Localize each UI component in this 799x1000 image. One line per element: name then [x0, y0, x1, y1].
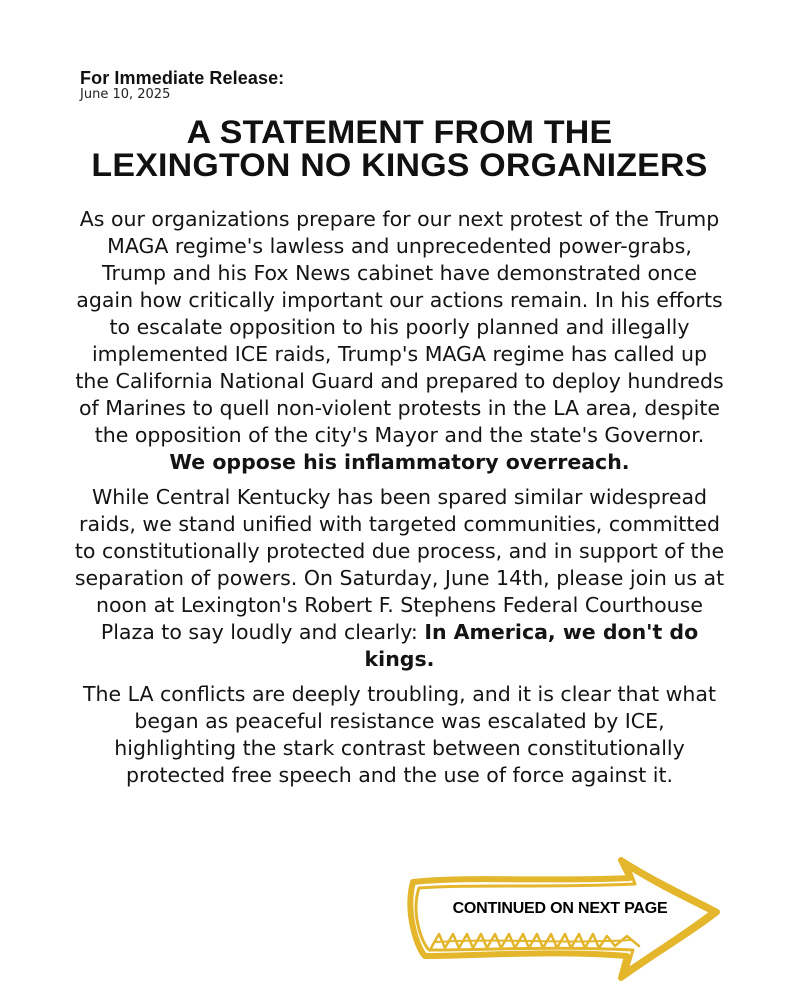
- page-title: [18, 116, 780, 182]
- release-label: For Immediate Release:: [80, 68, 285, 88]
- paragraph-1-bold: We oppose his inflammatory overreach.: [169, 450, 630, 474]
- release-header: [80, 68, 284, 102]
- paragraph-3: [74, 681, 725, 789]
- paragraph-1-text: As our organizations prepare for our next protest of the Trump MAGA regime's lawless and unprecedented power-grabs, Trump and his Fox News cabinet have demonstrated once again how critically important our actions remain. In his efforts to escalate opposition to his poorly planned and illegally implemented ICE raids, Trump's MAGA regime has called up the California National Guard and prepared to deploy hundreds of Marines to quell non-violent protests in the LA area, despite the opposition of the city's Mayor and the state's Governor.: [75, 207, 724, 447]
- statement-body: [74, 206, 725, 797]
- continued-label[interactable]: CONTINUED ON NEXT PAGE: [452, 900, 668, 917]
- paragraph-2-bold: In America, we don't do kings.: [364, 620, 699, 671]
- paragraph-1: [74, 206, 725, 476]
- sketch-arrow-icon: [395, 852, 725, 992]
- title-line-2: LEXINGTON NO KINGS ORGANIZERS: [91, 147, 708, 183]
- paragraph-3-text: The LA conflicts are deeply troubling, and it is clear that what began as peaceful resistance was escalated by ICE, highlighting the stark contrast between constitutionally protected free speech and the use of force against it.: [82, 682, 717, 787]
- paragraph-2-text: While Central Kentucky has been spared similar widespread raids, we stand unified with targeted communities, committed to constitutionally protected due process, and in support of the separation of powers. On Saturday, June 14th, please join us at noon at Lexington's Robert F. Stephens Federal Courthouse Plaza to say loudly and clearly:: [74, 485, 725, 644]
- title-line-1: A STATEMENT FROM THE: [186, 114, 613, 150]
- paragraph-2: [74, 484, 725, 673]
- release-date: June 10, 2025: [80, 87, 171, 102]
- continued-arrow[interactable]: [395, 852, 725, 992]
